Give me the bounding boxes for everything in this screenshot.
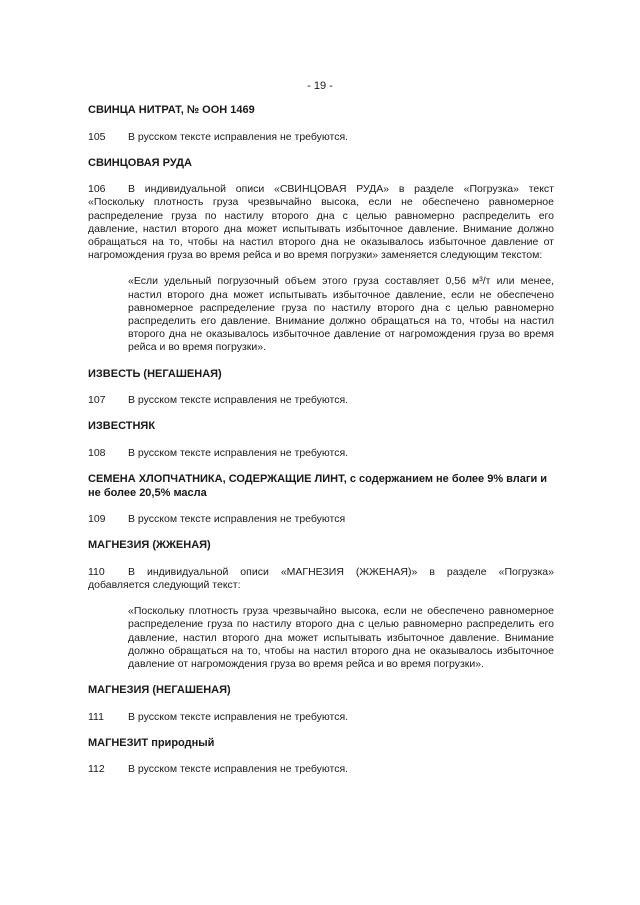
paragraph-number: 108 (88, 446, 106, 459)
quoted-text: «Если удельный погрузочный объем этого груза составляет 0,56 м³/т или менее, настил второго дна может испытывать избыточное давление, если не обеспечено равномерное распределение груза по настилу второго дна с целью равномерно распределить его давление. Внимание должно обращаться на то, чтобы на настил второго дна не оказывалось избыточное давление от нагромождения груза во время рейса и во время погрузки». (128, 275, 554, 354)
paragraph-number: 110 (88, 565, 105, 578)
paragraph-number: 107 (88, 394, 106, 407)
paragraph-text: В русском тексте исправления не требуются. (128, 394, 349, 407)
quoted-text: «Поскольку плотность груза чрезвычайно высока, если не обеспечено равномерное распределение груза по настилу второго дна с целью равномерно распределить его давление, настил второго дна может испытывать избыточное давление. Внимание должно обращаться на то, чтобы на настил второго дна не оказывалось избыточное давление от нагромождения груза во время рейса и во время погрузки». (128, 605, 554, 670)
paragraph-text: В русском тексте исправления не требуются (128, 513, 346, 526)
section-heading: МАГНЕЗИТ природный (88, 736, 215, 749)
section-heading: ИЗВЕСТЬ (НЕГАШЕНАЯ) (88, 367, 222, 380)
paragraph (88, 447, 554, 460)
paragraph-text: В русском тексте исправления не требуются. (128, 710, 349, 723)
paragraph-number: 105 (88, 130, 106, 143)
paragraph (88, 566, 554, 592)
section-heading: СВИНЦА НИТРАТ, № ООН 1469 (88, 104, 255, 116)
section-heading: МАГНЕЗИЯ (НЕГАШЕНАЯ) (88, 684, 231, 697)
paragraph-number: 112 (88, 763, 105, 776)
document-body (88, 104, 554, 790)
paragraph (88, 394, 554, 407)
section-heading: СЕМЕНА ХЛОПЧАТНИКА, СОДЕРЖАЩИЕ ЛИНТ, с содержанием не более 9% влаги и не более 20,5% масла (88, 473, 548, 499)
paragraph (88, 763, 554, 776)
paragraph-text: В русском тексте исправления не требуются. (128, 130, 349, 143)
paragraph-text: В индивидуальной описи «СВИНЦОВАЯ РУДА» в разделе «Погрузка» текст «Поскольку плотность груза чрезвычайно высока, если не обеспечено равномерное распределение груза по настилу второго дна с целью равномерно распределить его давление, настил второго дна может испытывать избыточное давление. Внимание должно обращаться на то, чтобы на настил второго дна не оказывалось избыточное давление от нагромождения груза во время рейса и во время погрузки» заменяется следующим текстом: (88, 183, 554, 262)
paragraph (88, 183, 554, 262)
paragraph (88, 131, 554, 144)
paragraph-text: В индивидуальной описи «МАГНЕЗИЯ (ЖЖЕНАЯ)» в разделе «Погрузка» добавляется следующий текст: (88, 565, 554, 591)
paragraph-number: 106 (88, 183, 106, 196)
paragraph-text: В русском тексте исправления не требуются. (128, 763, 349, 776)
section-heading: МАГНЕЗИЯ (ЖЖЕНАЯ) (88, 539, 211, 552)
section-heading: ИЗВЕСТНЯК (88, 420, 156, 433)
paragraph-number: 109 (88, 513, 106, 526)
paragraph (88, 711, 554, 724)
paragraph-number: 111 (88, 710, 104, 723)
page-number: - 19 - (307, 80, 333, 92)
section-heading: СВИНЦОВАЯ РУДА (88, 156, 192, 169)
paragraph (88, 513, 554, 526)
paragraph-text: В русском тексте исправления не требуются. (128, 446, 349, 459)
